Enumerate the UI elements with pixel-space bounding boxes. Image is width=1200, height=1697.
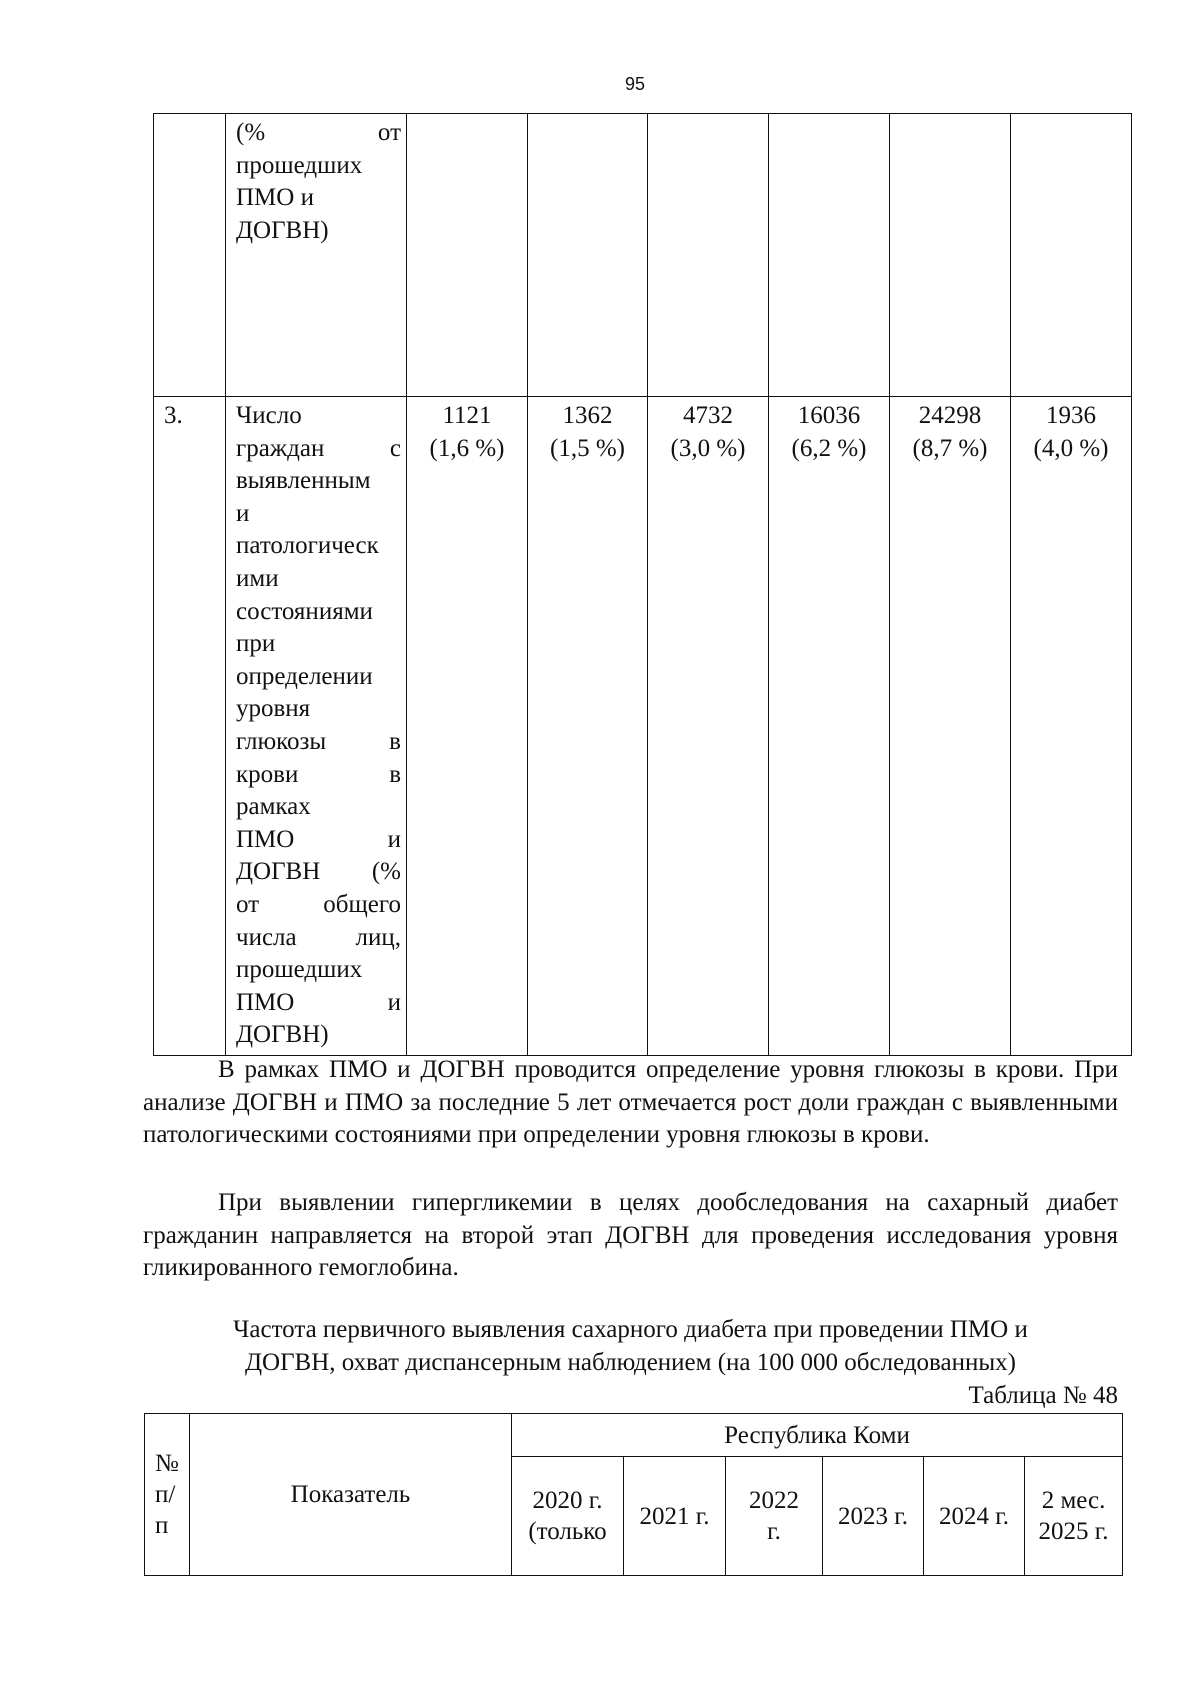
- year-header-2022: 2022 г.: [726, 1457, 823, 1576]
- table-row: [145, 1414, 1123, 1457]
- row-number: 3.: [154, 397, 226, 1056]
- table-cell-value: [528, 114, 648, 397]
- value-cell-2022: 4732 (3,0 %): [648, 397, 769, 1056]
- table-cell-label: (% от прошедших ПМО и ДОГВН): [226, 114, 407, 397]
- value-cell-2023: 16036 (6,2 %): [769, 397, 890, 1056]
- value-cell-2020: 1121 (1,6 %): [407, 397, 528, 1056]
- diabetes-table-header: [144, 1413, 1123, 1576]
- value-cell-2024: 24298 (8,7 %): [890, 397, 1011, 1056]
- table-caption: Частота первичного выявления сахарного диабета при проведении ПМО и ДОГВН, охват диспансерным наблюдением (на 100 000 обследованных): [233, 1316, 1028, 1376]
- year-header-2024: 2024 г.: [924, 1457, 1025, 1576]
- table-cell-value: [1011, 114, 1132, 397]
- continuation-table: [153, 113, 1132, 1056]
- value-cell-2025: 1936 (4,0 %): [1011, 397, 1132, 1056]
- table-cell-value: [890, 114, 1011, 397]
- table-number-label: Таблица № 48: [968, 1382, 1118, 1409]
- table-cell-value: [769, 114, 890, 397]
- indicator-header: Показатель: [190, 1414, 512, 1576]
- value-cell-2021: 1362 (1,5 %): [528, 397, 648, 1056]
- number-header: № п/ п: [145, 1414, 190, 1576]
- year-header-2025: 2 мес. 2025 г.: [1025, 1457, 1123, 1576]
- year-header-2023: 2023 г.: [823, 1457, 924, 1576]
- table-cell-value: [648, 114, 769, 397]
- year-header-2021: 2021 г.: [624, 1457, 726, 1576]
- region-header: Республика Коми: [512, 1414, 1123, 1457]
- year-header-2020: 2020 г. (только: [512, 1457, 624, 1576]
- table-cell-value: [407, 114, 528, 397]
- page-number: 95: [624, 74, 646, 94]
- indicator-label: Число граждан с выявленным и патологическ ими состояниями при определении уровня глюкозы в крови в рамках ПМО и ДОГВН (% от общего числа лиц, прошедших ПМО и ДОГВН): [226, 397, 407, 1056]
- paragraph-hyperglycemia: При выявлении гипергликемии в целях дообследования на сахарный диабет гражданин направляется на второй этап ДОГВН для проведения исследования уровня гликированного гемоглобина.: [143, 1189, 1118, 1281]
- paragraph-glucose: В рамках ПМО и ДОГВН проводится определение уровня глюкозы в крови. При анализе ДОГВН и ПМО за последние 5 лет отмечается рост доли граждан с выявленными патологическими состояниями при определении уровня глюкозы в крови.: [143, 1056, 1118, 1148]
- table-row: [154, 397, 1132, 1056]
- table-row: [154, 114, 1132, 397]
- table-cell-num: [154, 114, 226, 397]
